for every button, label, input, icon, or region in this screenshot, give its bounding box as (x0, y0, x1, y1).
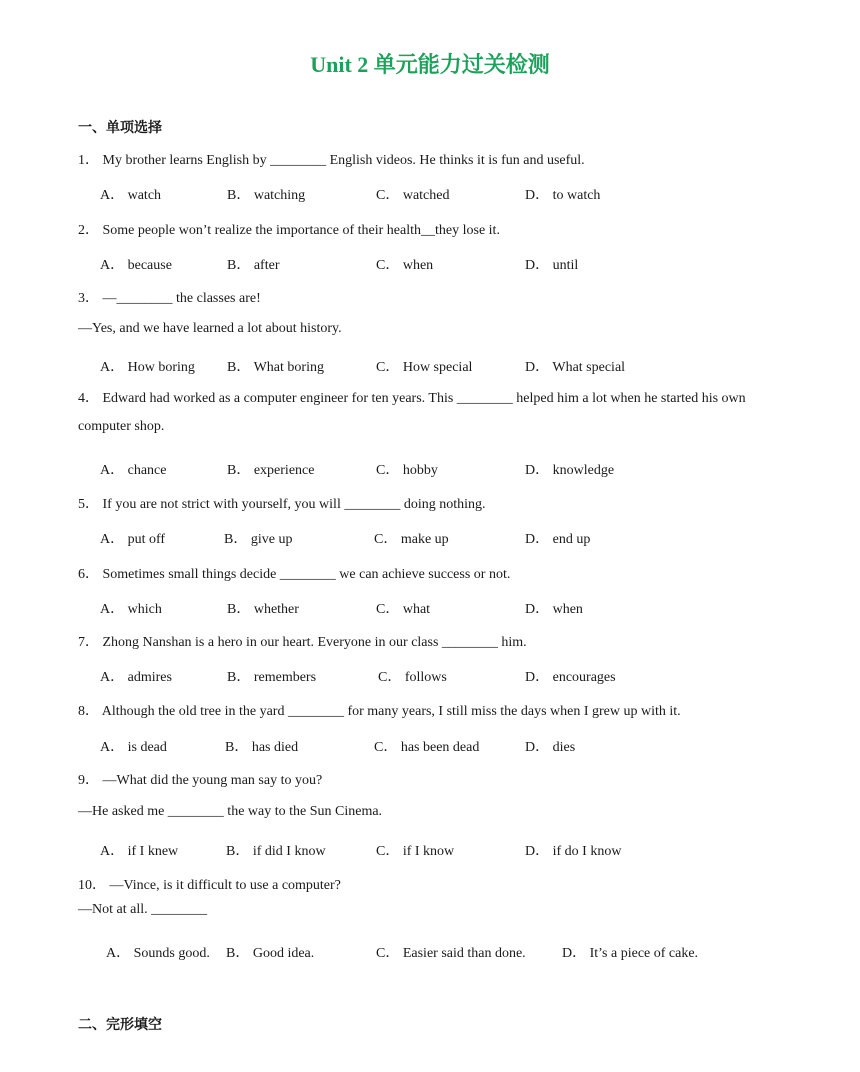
q9-option-c: C． if I know (376, 844, 455, 859)
question-3: 3． —________ the classes are! (78, 291, 261, 306)
q4-option-a: A． chance (100, 463, 167, 478)
q1-option-c: C． watched (376, 188, 450, 203)
question-8: 8． Although the old tree in the yard ________ for many years, I still miss the days when I grew up with it. (78, 704, 681, 719)
q8-option-a: A． is dead (100, 740, 167, 755)
q4-option-b: B． experience (227, 463, 315, 478)
q5-option-d: D． end up (525, 532, 591, 547)
section-heading-cloze: 二、完形填空 (78, 1017, 162, 1033)
q9-option-a: A． if I knew (100, 844, 179, 859)
q10-option-b: B． Good idea. (226, 946, 315, 961)
q5-option-c: C． make up (374, 532, 449, 547)
q10-option-d: D． It’s a piece of cake. (562, 946, 699, 961)
q6-option-d: D． when (525, 602, 583, 617)
question-3-reply: —Yes, and we have learned a lot about history. (78, 321, 342, 336)
page-title: Unit 2 单元能力过关检测 (310, 52, 550, 77)
q2-option-d: D． until (525, 258, 579, 273)
question-10: 10． —Vince, is it difficult to use a computer? (78, 878, 341, 893)
q7-option-d: D． encourages (525, 670, 616, 685)
q2-option-b: B． after (227, 258, 280, 273)
q5-option-a: A． put off (100, 532, 166, 547)
question-9-reply: —He asked me ________ the way to the Sun Cinema. (78, 804, 383, 819)
q4-option-c: C． hobby (376, 463, 438, 478)
question-6: 6． Sometimes small things decide ________ we can achieve success or not. (78, 567, 511, 582)
q8-option-b: B． has died (225, 740, 299, 755)
q1-option-b: B． watching (227, 188, 306, 203)
question-1: 1． My brother learns English by ________ English videos. He thinks it is fun and useful. (78, 153, 585, 168)
q5-option-b: B． give up (224, 532, 293, 547)
q7-option-c: C． follows (378, 670, 447, 685)
question-4: 4． Edward had worked as a computer engineer for ten years. This ________ helped him a lot when he started his own computer shop. (78, 391, 746, 434)
q8-option-d: D． dies (525, 740, 576, 755)
q9-option-b: B． if did I know (226, 844, 326, 859)
question-5: 5． If you are not strict with yourself, you will ________ doing nothing. (78, 497, 486, 512)
q4-option-d: D． knowledge (525, 463, 615, 478)
q1-option-d: D． to watch (525, 188, 601, 203)
question-10-reply: —Not at all. ________ (78, 902, 208, 917)
question-9: 9． —What did the young man say to you? (78, 773, 323, 788)
q1-option-a: A． watch (100, 188, 162, 203)
q2-option-a: A． because (100, 258, 172, 273)
q9-option-d: D． if do I know (525, 844, 622, 859)
q7-option-b: B． remembers (227, 670, 317, 685)
q3-option-c: C． How special (376, 360, 473, 375)
question-2: 2． Some people won’t realize the importance of their health__they lose it. (78, 223, 500, 238)
q6-option-c: C． what (376, 602, 431, 617)
q8-option-c: C． has been dead (374, 740, 480, 755)
q3-option-b: B． What boring (227, 360, 324, 375)
q7-option-a: A． admires (100, 670, 172, 685)
section-heading-single-choice: 一、单项选择 (78, 120, 162, 136)
q3-option-a: A． How boring (100, 360, 195, 375)
q10-option-c: C． Easier said than done. (376, 946, 526, 961)
q3-option-d: D． What special (525, 360, 626, 375)
q6-option-b: B． whether (227, 602, 299, 617)
question-7: 7． Zhong Nanshan is a hero in our heart. Everyone in our class ________ him. (78, 635, 527, 650)
q2-option-c: C． when (376, 258, 434, 273)
q10-option-a: A． Sounds good. (106, 946, 210, 961)
q6-option-a: A． which (100, 602, 162, 617)
